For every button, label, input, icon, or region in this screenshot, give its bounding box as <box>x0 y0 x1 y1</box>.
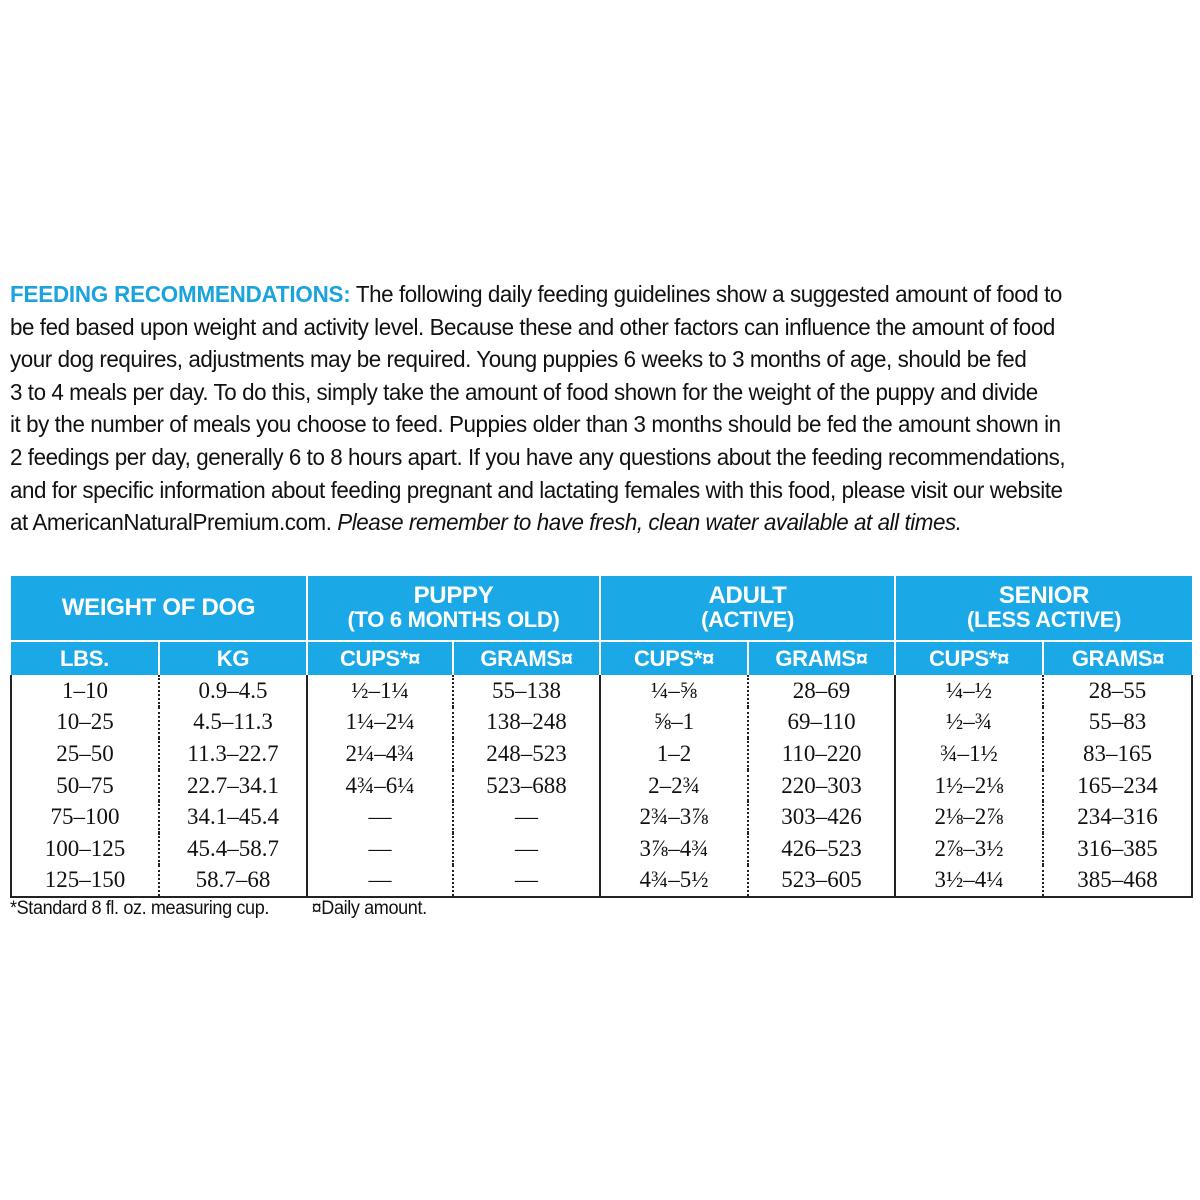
adult-cups-cell: 2–2¾ <box>600 770 748 802</box>
kg-cell: 4.5–11.3 <box>159 707 307 739</box>
senior-subtitle: (LESS ACTIVE) <box>966 607 1122 632</box>
footnote-cup: *Standard 8 fl. oz. measuring cup. <box>10 898 269 919</box>
senior-grams-cell: 385–468 <box>1043 865 1192 898</box>
puppy-grams-cell: 248–523 <box>453 738 600 770</box>
table-row <box>11 675 1192 707</box>
intro-line-6: 2 feedings per day, generally 6 to 8 hours apart. If you have any questions about the feeding recommendations, <box>10 443 1066 470</box>
senior-cups-cell: ½–¾ <box>895 707 1043 739</box>
table-row <box>11 801 1192 833</box>
senior-cups-cell: 2⅛–2⅞ <box>895 801 1043 833</box>
senior-grams-cell: 83–165 <box>1043 738 1192 770</box>
kg-cell: 45.4–58.7 <box>159 833 307 865</box>
puppy-cups-cell: ½–1¼ <box>307 675 453 707</box>
table-row <box>11 865 1192 898</box>
puppy-cups-cell: — <box>307 801 453 833</box>
lbs-cell: 25–50 <box>11 738 159 770</box>
puppy-grams-cell: 55–138 <box>453 675 600 707</box>
unit-header-row <box>11 641 1192 675</box>
adult-grams-header: GRAMS¤ <box>748 641 895 675</box>
intro-line-2: be fed based upon weight and activity level. Because these and other factors can influence the amount of food <box>10 313 1055 340</box>
kg-cell: 22.7–34.1 <box>159 770 307 802</box>
footnotes <box>10 898 427 920</box>
senior-grams-cell: 55–83 <box>1043 707 1192 739</box>
kg-cell: 58.7–68 <box>159 865 307 898</box>
adult-cups-cell: 4¾–5½ <box>600 865 748 898</box>
adult-cups-cell: 3⅞–4¾ <box>600 833 748 865</box>
puppy-cups-cell: — <box>307 865 453 898</box>
senior-cups-cell: 3½–4¼ <box>895 865 1043 898</box>
adult-grams-cell: 303–426 <box>748 801 895 833</box>
lbs-cell: 125–150 <box>11 865 159 898</box>
lbs-cell: 50–75 <box>11 770 159 802</box>
table-row <box>11 770 1192 802</box>
senior-group-header <box>895 576 1192 641</box>
intro-line-4: 3 to 4 meals per day. To do this, simply take the amount of food shown for the weight of the puppy and divide <box>10 378 1038 405</box>
lbs-cell: 10–25 <box>11 707 159 739</box>
puppy-cups-cell: — <box>307 833 453 865</box>
puppy-grams-cell: — <box>453 833 600 865</box>
intro-line-3: your dog requires, adjustments may be required. Young puppies 6 weeks to 3 months of age, should be fed <box>10 346 1027 373</box>
adult-title: ADULT <box>708 582 787 609</box>
senior-grams-cell: 165–234 <box>1043 770 1192 802</box>
adult-group-header <box>600 576 895 641</box>
senior-cups-cell: ¼–½ <box>895 675 1043 707</box>
lbs-cell: 100–125 <box>11 833 159 865</box>
feeding-heading: FEEDING RECOMMENDATIONS: <box>10 281 351 307</box>
feeding-intro <box>10 278 1149 539</box>
lbs-cell: 75–100 <box>11 801 159 833</box>
senior-cups-header: CUPS*¤ <box>895 641 1043 675</box>
lbs-cell: 1–10 <box>11 675 159 707</box>
puppy-subtitle: (TO 6 MONTHS OLD) <box>347 607 560 632</box>
intro-line-7: and for specific information about feeding pregnant and lactating females with this food, please visit our website <box>10 476 1063 503</box>
adult-cups-header: CUPS*¤ <box>600 641 748 675</box>
feeding-table <box>10 576 1193 898</box>
intro-line-8 <box>10 506 1149 539</box>
kg-cell: 0.9–4.5 <box>159 675 307 707</box>
adult-grams-cell: 220–303 <box>748 770 895 802</box>
adult-cups-cell: 2¾–3⅞ <box>600 801 748 833</box>
puppy-cups-cell: 2¼–4¾ <box>307 738 453 770</box>
senior-grams-cell: 234–316 <box>1043 801 1192 833</box>
puppy-cups-header: CUPS*¤ <box>307 641 453 675</box>
adult-cups-cell: 1–2 <box>600 738 748 770</box>
weight-group-header: WEIGHT OF DOG <box>11 576 307 641</box>
puppy-cups-cell: 1¼–2¼ <box>307 707 453 739</box>
senior-cups-cell: 1½–2⅛ <box>895 770 1043 802</box>
table-row <box>11 833 1192 865</box>
puppy-grams-cell: 138–248 <box>453 707 600 739</box>
adult-grams-cell: 69–110 <box>748 707 895 739</box>
puppy-grams-header: GRAMS¤ <box>453 641 600 675</box>
senior-grams-cell: 316–385 <box>1043 833 1192 865</box>
senior-grams-cell: 28–55 <box>1043 675 1192 707</box>
intro-line-5: it by the number of meals you choose to feed. Puppies older than 3 months should be fed the amount shown in <box>10 411 1061 438</box>
group-header-row <box>11 576 1192 641</box>
adult-subtitle: (ACTIVE) <box>701 607 794 632</box>
puppy-grams-cell: — <box>453 801 600 833</box>
senior-cups-cell: ¾–1½ <box>895 738 1043 770</box>
kg-cell: 11.3–22.7 <box>159 738 307 770</box>
lbs-header: LBS. <box>11 641 159 675</box>
intro-line-1 <box>10 278 1149 311</box>
adult-grams-cell: 28–69 <box>748 675 895 707</box>
adult-grams-cell: 523–605 <box>748 865 895 898</box>
kg-cell: 34.1–45.4 <box>159 801 307 833</box>
footnote-daily: ¤Daily amount. <box>311 898 427 919</box>
water-reminder: Please remember to have fresh, clean water available at all times. <box>337 509 962 536</box>
table-row <box>11 707 1192 739</box>
puppy-title: PUPPY <box>413 582 494 609</box>
adult-grams-cell: 110–220 <box>748 738 895 770</box>
puppy-grams-cell: 523–688 <box>453 770 600 802</box>
table-row <box>11 738 1192 770</box>
intro-text: The following daily feeding guidelines show a suggested amount of food to <box>350 281 1062 307</box>
puppy-group-header <box>307 576 600 641</box>
kg-header: KG <box>159 641 307 675</box>
puppy-cups-cell: 4¾–6¼ <box>307 770 453 802</box>
senior-cups-cell: 2⅞–3½ <box>895 833 1043 865</box>
adult-cups-cell: ¼–⅝ <box>600 675 748 707</box>
website-text: at AmericanNaturalPremium.com. <box>10 509 338 536</box>
feeding-table-container <box>10 576 1191 898</box>
senior-title: SENIOR <box>998 582 1090 609</box>
adult-cups-cell: ⅝–1 <box>600 707 748 739</box>
adult-grams-cell: 426–523 <box>748 833 895 865</box>
senior-grams-header: GRAMS¤ <box>1043 641 1192 675</box>
puppy-grams-cell: — <box>453 865 600 898</box>
